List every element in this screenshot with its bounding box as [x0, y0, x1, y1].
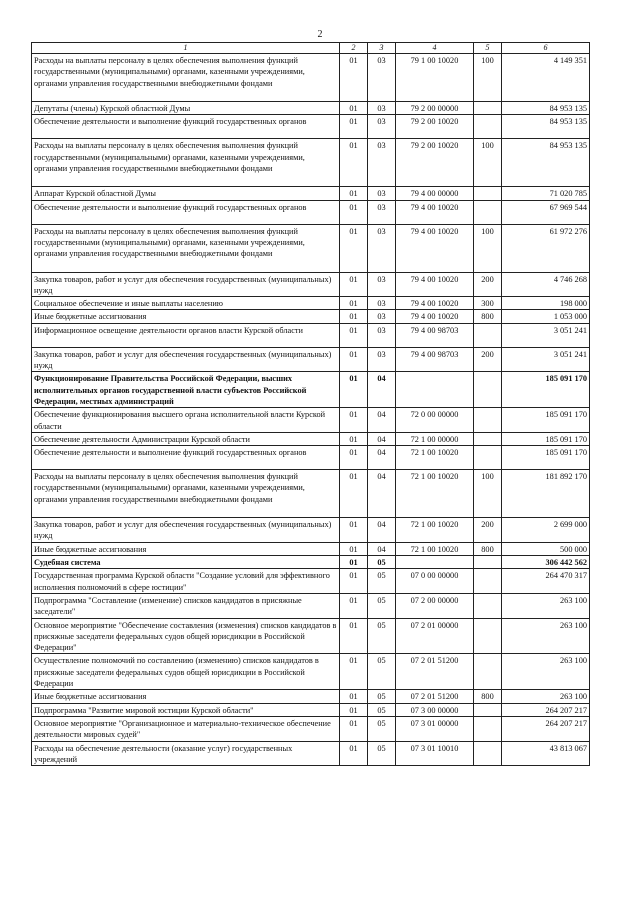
row-expense-type-cell: [474, 654, 502, 690]
table-row: [32, 446, 590, 470]
row-subsection-cell: 05: [368, 703, 396, 716]
row-subsection-cell: 05: [368, 618, 396, 654]
row-name-cell: Обеспечение деятельности и выполнение функций государственных органов: [32, 446, 340, 470]
row-name-cell: Обеспечение деятельности Администрации Курской области: [32, 432, 340, 445]
row-subsection-cell: 04: [368, 470, 396, 518]
row-subsection-cell: 04: [368, 542, 396, 555]
row-target-article-cell: 79 4 00 10020: [396, 224, 474, 272]
table-row: [32, 690, 590, 703]
row-expense-type-cell: 800: [474, 542, 502, 555]
column-header-name: 1: [32, 43, 340, 54]
row-target-article-cell: 07 3 01 00000: [396, 716, 474, 741]
row-amount-cell: 3 051 241: [502, 347, 590, 372]
budget-table: [31, 42, 590, 766]
row-target-article-cell: 07 3 00 00000: [396, 703, 474, 716]
table-row: [32, 297, 590, 310]
row-expense-type-cell: 200: [474, 272, 502, 297]
row-subsection-cell: 03: [368, 200, 396, 224]
table-row: [32, 54, 590, 102]
row-target-article-cell: 07 2 01 00000: [396, 618, 474, 654]
row-target-article-cell: 79 2 00 00000: [396, 102, 474, 115]
table-row: [32, 200, 590, 224]
row-section-cell: 01: [340, 741, 368, 766]
row-name-cell: Основное мероприятие "Обеспечение составления (изменения) списков кандидатов в присяжные заседатели федеральных судов общей юрисдикции в Российской Федерации": [32, 618, 340, 654]
row-subsection-cell: 04: [368, 518, 396, 543]
row-section-cell: 01: [340, 54, 368, 102]
row-subsection-cell: 05: [368, 741, 396, 766]
row-amount-cell: 4 746 268: [502, 272, 590, 297]
row-target-article-cell: 79 4 00 98703: [396, 323, 474, 347]
row-subsection-cell: 03: [368, 272, 396, 297]
row-amount-cell: 306 442 562: [502, 556, 590, 569]
row-amount-cell: 185 091 170: [502, 446, 590, 470]
row-subsection-cell: 03: [368, 224, 396, 272]
row-name-cell: Расходы на выплаты персоналу в целях обеспечения выполнения функций государственными (муниципальными) органами, казенными учреждениями, органами управления государственными внебюджетными фондами: [32, 54, 340, 102]
row-target-article-cell: 79 4 00 10020: [396, 200, 474, 224]
table-row: [32, 556, 590, 569]
row-target-article-cell: 79 1 00 10020: [396, 54, 474, 102]
row-target-article-cell: 72 1 00 10020: [396, 518, 474, 543]
row-expense-type-cell: [474, 618, 502, 654]
table-row: [32, 224, 590, 272]
row-amount-cell: 43 813 067: [502, 741, 590, 766]
row-amount-cell: 263 100: [502, 593, 590, 618]
row-expense-type-cell: [474, 556, 502, 569]
row-subsection-cell: 05: [368, 654, 396, 690]
column-header-csr: 4: [396, 43, 474, 54]
row-section-cell: 01: [340, 272, 368, 297]
row-amount-cell: 84 953 135: [502, 102, 590, 115]
row-name-cell: Депутаты (члены) Курской областной Думы: [32, 102, 340, 115]
row-target-article-cell: 72 1 00 10020: [396, 542, 474, 555]
row-subsection-cell: 03: [368, 347, 396, 372]
row-expense-type-cell: 100: [474, 224, 502, 272]
row-expense-type-cell: 800: [474, 310, 502, 323]
row-section-cell: 01: [340, 716, 368, 741]
table-row: [32, 187, 590, 200]
row-name-cell: Информационное освещение деятельности органов власти Курской области: [32, 323, 340, 347]
row-target-article-cell: [396, 556, 474, 569]
row-section-cell: 01: [340, 187, 368, 200]
row-subsection-cell: 03: [368, 297, 396, 310]
row-amount-cell: 263 100: [502, 618, 590, 654]
row-target-article-cell: 79 4 00 00000: [396, 187, 474, 200]
row-amount-cell: 264 470 317: [502, 569, 590, 594]
table-row: [32, 347, 590, 372]
row-subsection-cell: 03: [368, 323, 396, 347]
row-amount-cell: 67 969 544: [502, 200, 590, 224]
row-expense-type-cell: [474, 703, 502, 716]
row-section-cell: 01: [340, 446, 368, 470]
row-target-article-cell: 79 2 00 10020: [396, 115, 474, 139]
row-expense-type-cell: [474, 187, 502, 200]
row-target-article-cell: 72 1 00 10020: [396, 446, 474, 470]
row-section-cell: 01: [340, 703, 368, 716]
row-amount-cell: 4 149 351: [502, 54, 590, 102]
row-amount-cell: 84 953 135: [502, 139, 590, 187]
table-row: [32, 115, 590, 139]
table-row: [32, 703, 590, 716]
row-name-cell: Социальное обеспечение и иные выплаты населению: [32, 297, 340, 310]
row-name-cell: Обеспечение деятельности и выполнение функций государственных органов: [32, 115, 340, 139]
row-subsection-cell: 03: [368, 115, 396, 139]
row-target-article-cell: 72 0 00 00000: [396, 408, 474, 433]
row-section-cell: 01: [340, 654, 368, 690]
row-section-cell: 01: [340, 618, 368, 654]
column-header-sum: 6: [502, 43, 590, 54]
row-subsection-cell: 04: [368, 372, 396, 408]
table-row: [32, 432, 590, 445]
row-target-article-cell: 79 4 00 10020: [396, 272, 474, 297]
row-amount-cell: 264 207 217: [502, 703, 590, 716]
row-subsection-cell: 05: [368, 690, 396, 703]
row-amount-cell: 185 091 170: [502, 372, 590, 408]
row-section-cell: 01: [340, 372, 368, 408]
table-row: [32, 372, 590, 408]
row-name-cell: Иные бюджетные ассигнования: [32, 690, 340, 703]
row-expense-type-cell: [474, 323, 502, 347]
table-row: [32, 139, 590, 187]
row-expense-type-cell: 200: [474, 347, 502, 372]
row-target-article-cell: 07 2 01 51200: [396, 654, 474, 690]
row-target-article-cell: 79 2 00 10020: [396, 139, 474, 187]
row-section-cell: 01: [340, 470, 368, 518]
table-row: [32, 272, 590, 297]
row-name-cell: Расходы на выплаты персоналу в целях обеспечения выполнения функций государственными (муниципальными) органами, казенными учреждениями, органами управления государственными внебюджетными фондами: [32, 224, 340, 272]
row-amount-cell: 500 000: [502, 542, 590, 555]
row-amount-cell: 2 699 000: [502, 518, 590, 543]
row-name-cell: Иные бюджетные ассигнования: [32, 310, 340, 323]
row-name-cell: Расходы на выплаты персоналу в целях обеспечения выполнения функций государственными (муниципальными) органами, казенными учреждениями, органами управления государственными внебюджетными фондами: [32, 139, 340, 187]
row-subsection-cell: 03: [368, 102, 396, 115]
row-target-article-cell: 79 4 00 10020: [396, 310, 474, 323]
row-amount-cell: 71 020 785: [502, 187, 590, 200]
row-section-cell: 01: [340, 408, 368, 433]
row-expense-type-cell: [474, 115, 502, 139]
row-subsection-cell: 03: [368, 310, 396, 323]
table-header-row: [32, 43, 590, 54]
row-amount-cell: 264 207 217: [502, 716, 590, 741]
row-name-cell: Закупка товаров, работ и услуг для обеспечения государственных (муниципальных) нужд: [32, 347, 340, 372]
row-expense-type-cell: 300: [474, 297, 502, 310]
row-name-cell: Аппарат Курской областной Думы: [32, 187, 340, 200]
row-name-cell: Обеспечение функционирования высшего органа исполнительной власти Курской области: [32, 408, 340, 433]
row-expense-type-cell: [474, 408, 502, 433]
table-row: [32, 569, 590, 594]
table-body: [32, 54, 590, 766]
row-expense-type-cell: [474, 446, 502, 470]
row-name-cell: Государственная программа Курской области "Создание условий для эффективного исполнения полномочий в сфере юстиции": [32, 569, 340, 594]
row-amount-cell: 181 892 170: [502, 470, 590, 518]
column-header-pr: 3: [368, 43, 396, 54]
row-section-cell: 01: [340, 542, 368, 555]
row-amount-cell: 185 091 170: [502, 432, 590, 445]
row-section-cell: 01: [340, 323, 368, 347]
row-expense-type-cell: [474, 569, 502, 594]
row-subsection-cell: 04: [368, 408, 396, 433]
row-subsection-cell: 03: [368, 139, 396, 187]
row-amount-cell: 3 051 241: [502, 323, 590, 347]
row-name-cell: Закупка товаров, работ и услуг для обеспечения государственных (муниципальных) нужд: [32, 518, 340, 543]
row-expense-type-cell: 100: [474, 139, 502, 187]
row-amount-cell: 263 100: [502, 690, 590, 703]
row-subsection-cell: 04: [368, 446, 396, 470]
row-section-cell: 01: [340, 556, 368, 569]
row-amount-cell: 185 091 170: [502, 408, 590, 433]
row-amount-cell: 84 953 135: [502, 115, 590, 139]
row-section-cell: 01: [340, 139, 368, 187]
row-expense-type-cell: 800: [474, 690, 502, 703]
row-expense-type-cell: [474, 102, 502, 115]
row-section-cell: 01: [340, 518, 368, 543]
row-subsection-cell: 05: [368, 556, 396, 569]
row-name-cell: Основное мероприятие "Организационное и материально-техническое обеспечение деятельности мировых судей": [32, 716, 340, 741]
row-expense-type-cell: [474, 593, 502, 618]
table-row: [32, 716, 590, 741]
row-amount-cell: 198 000: [502, 297, 590, 310]
row-subsection-cell: 04: [368, 432, 396, 445]
row-target-article-cell: 79 4 00 10020: [396, 297, 474, 310]
row-section-cell: 01: [340, 347, 368, 372]
row-section-cell: 01: [340, 115, 368, 139]
row-expense-type-cell: 200: [474, 518, 502, 543]
row-section-cell: 01: [340, 593, 368, 618]
row-subsection-cell: 05: [368, 569, 396, 594]
page-number: 2: [317, 29, 323, 40]
row-amount-cell: 263 100: [502, 654, 590, 690]
row-target-article-cell: 07 3 01 10010: [396, 741, 474, 766]
row-name-cell: Расходы на обеспечение деятельности (оказание услуг) государственных учреждений: [32, 741, 340, 766]
row-section-cell: 01: [340, 297, 368, 310]
row-name-cell: Подпрограмма "Развитие мировой юстиции Курской области": [32, 703, 340, 716]
row-target-article-cell: [396, 372, 474, 408]
row-expense-type-cell: [474, 432, 502, 445]
row-section-cell: 01: [340, 224, 368, 272]
row-subsection-cell: 05: [368, 716, 396, 741]
row-expense-type-cell: [474, 741, 502, 766]
row-subsection-cell: 03: [368, 187, 396, 200]
row-section-cell: 01: [340, 432, 368, 445]
row-name-cell: Обеспечение деятельности и выполнение функций государственных органов: [32, 200, 340, 224]
row-amount-cell: 61 972 276: [502, 224, 590, 272]
column-header-vr: 5: [474, 43, 502, 54]
row-section-cell: 01: [340, 310, 368, 323]
row-name-cell: Закупка товаров, работ и услуг для обеспечения государственных (муниципальных) нужд: [32, 272, 340, 297]
row-amount-cell: 1 053 000: [502, 310, 590, 323]
row-target-article-cell: 07 2 01 51200: [396, 690, 474, 703]
row-section-cell: 01: [340, 690, 368, 703]
table-row: [32, 542, 590, 555]
table-row: [32, 618, 590, 654]
row-target-article-cell: 72 1 00 00000: [396, 432, 474, 445]
row-name-cell: Судебная система: [32, 556, 340, 569]
row-target-article-cell: 79 4 00 98703: [396, 347, 474, 372]
table-row: [32, 741, 590, 766]
row-expense-type-cell: [474, 716, 502, 741]
row-section-cell: 01: [340, 569, 368, 594]
row-expense-type-cell: [474, 200, 502, 224]
table-row: [32, 470, 590, 518]
row-name-cell: Функционирование Правительства Российской Федерации, высших исполнительных органов государственной власти субъектов Российской Федерации, местных администраций: [32, 372, 340, 408]
row-target-article-cell: 07 2 00 00000: [396, 593, 474, 618]
table-row: [32, 310, 590, 323]
column-header-rz: 2: [340, 43, 368, 54]
row-subsection-cell: 05: [368, 593, 396, 618]
table-row: [32, 593, 590, 618]
row-target-article-cell: 07 0 00 00000: [396, 569, 474, 594]
table-row: [32, 102, 590, 115]
row-section-cell: 01: [340, 102, 368, 115]
table-row: [32, 654, 590, 690]
row-expense-type-cell: [474, 372, 502, 408]
row-target-article-cell: 72 1 00 10020: [396, 470, 474, 518]
row-expense-type-cell: 100: [474, 470, 502, 518]
row-section-cell: 01: [340, 200, 368, 224]
table-row: [32, 323, 590, 347]
row-name-cell: Подпрограмма "Составление (изменение) списков кандидатов в присяжные заседатели": [32, 593, 340, 618]
table-row: [32, 408, 590, 433]
row-subsection-cell: 03: [368, 54, 396, 102]
row-name-cell: Осуществление полномочий по составлению (изменению) списков кандидатов в присяжные заседатели федеральных судов общей юрисдикции в Российской Федерации: [32, 654, 340, 690]
row-name-cell: Расходы на выплаты персоналу в целях обеспечения выполнения функций государственными (муниципальными) органами, казенными учреждениями, органами управления государственными внебюджетными фондами: [32, 470, 340, 518]
row-expense-type-cell: 100: [474, 54, 502, 102]
row-name-cell: Иные бюджетные ассигнования: [32, 542, 340, 555]
table-row: [32, 518, 590, 543]
